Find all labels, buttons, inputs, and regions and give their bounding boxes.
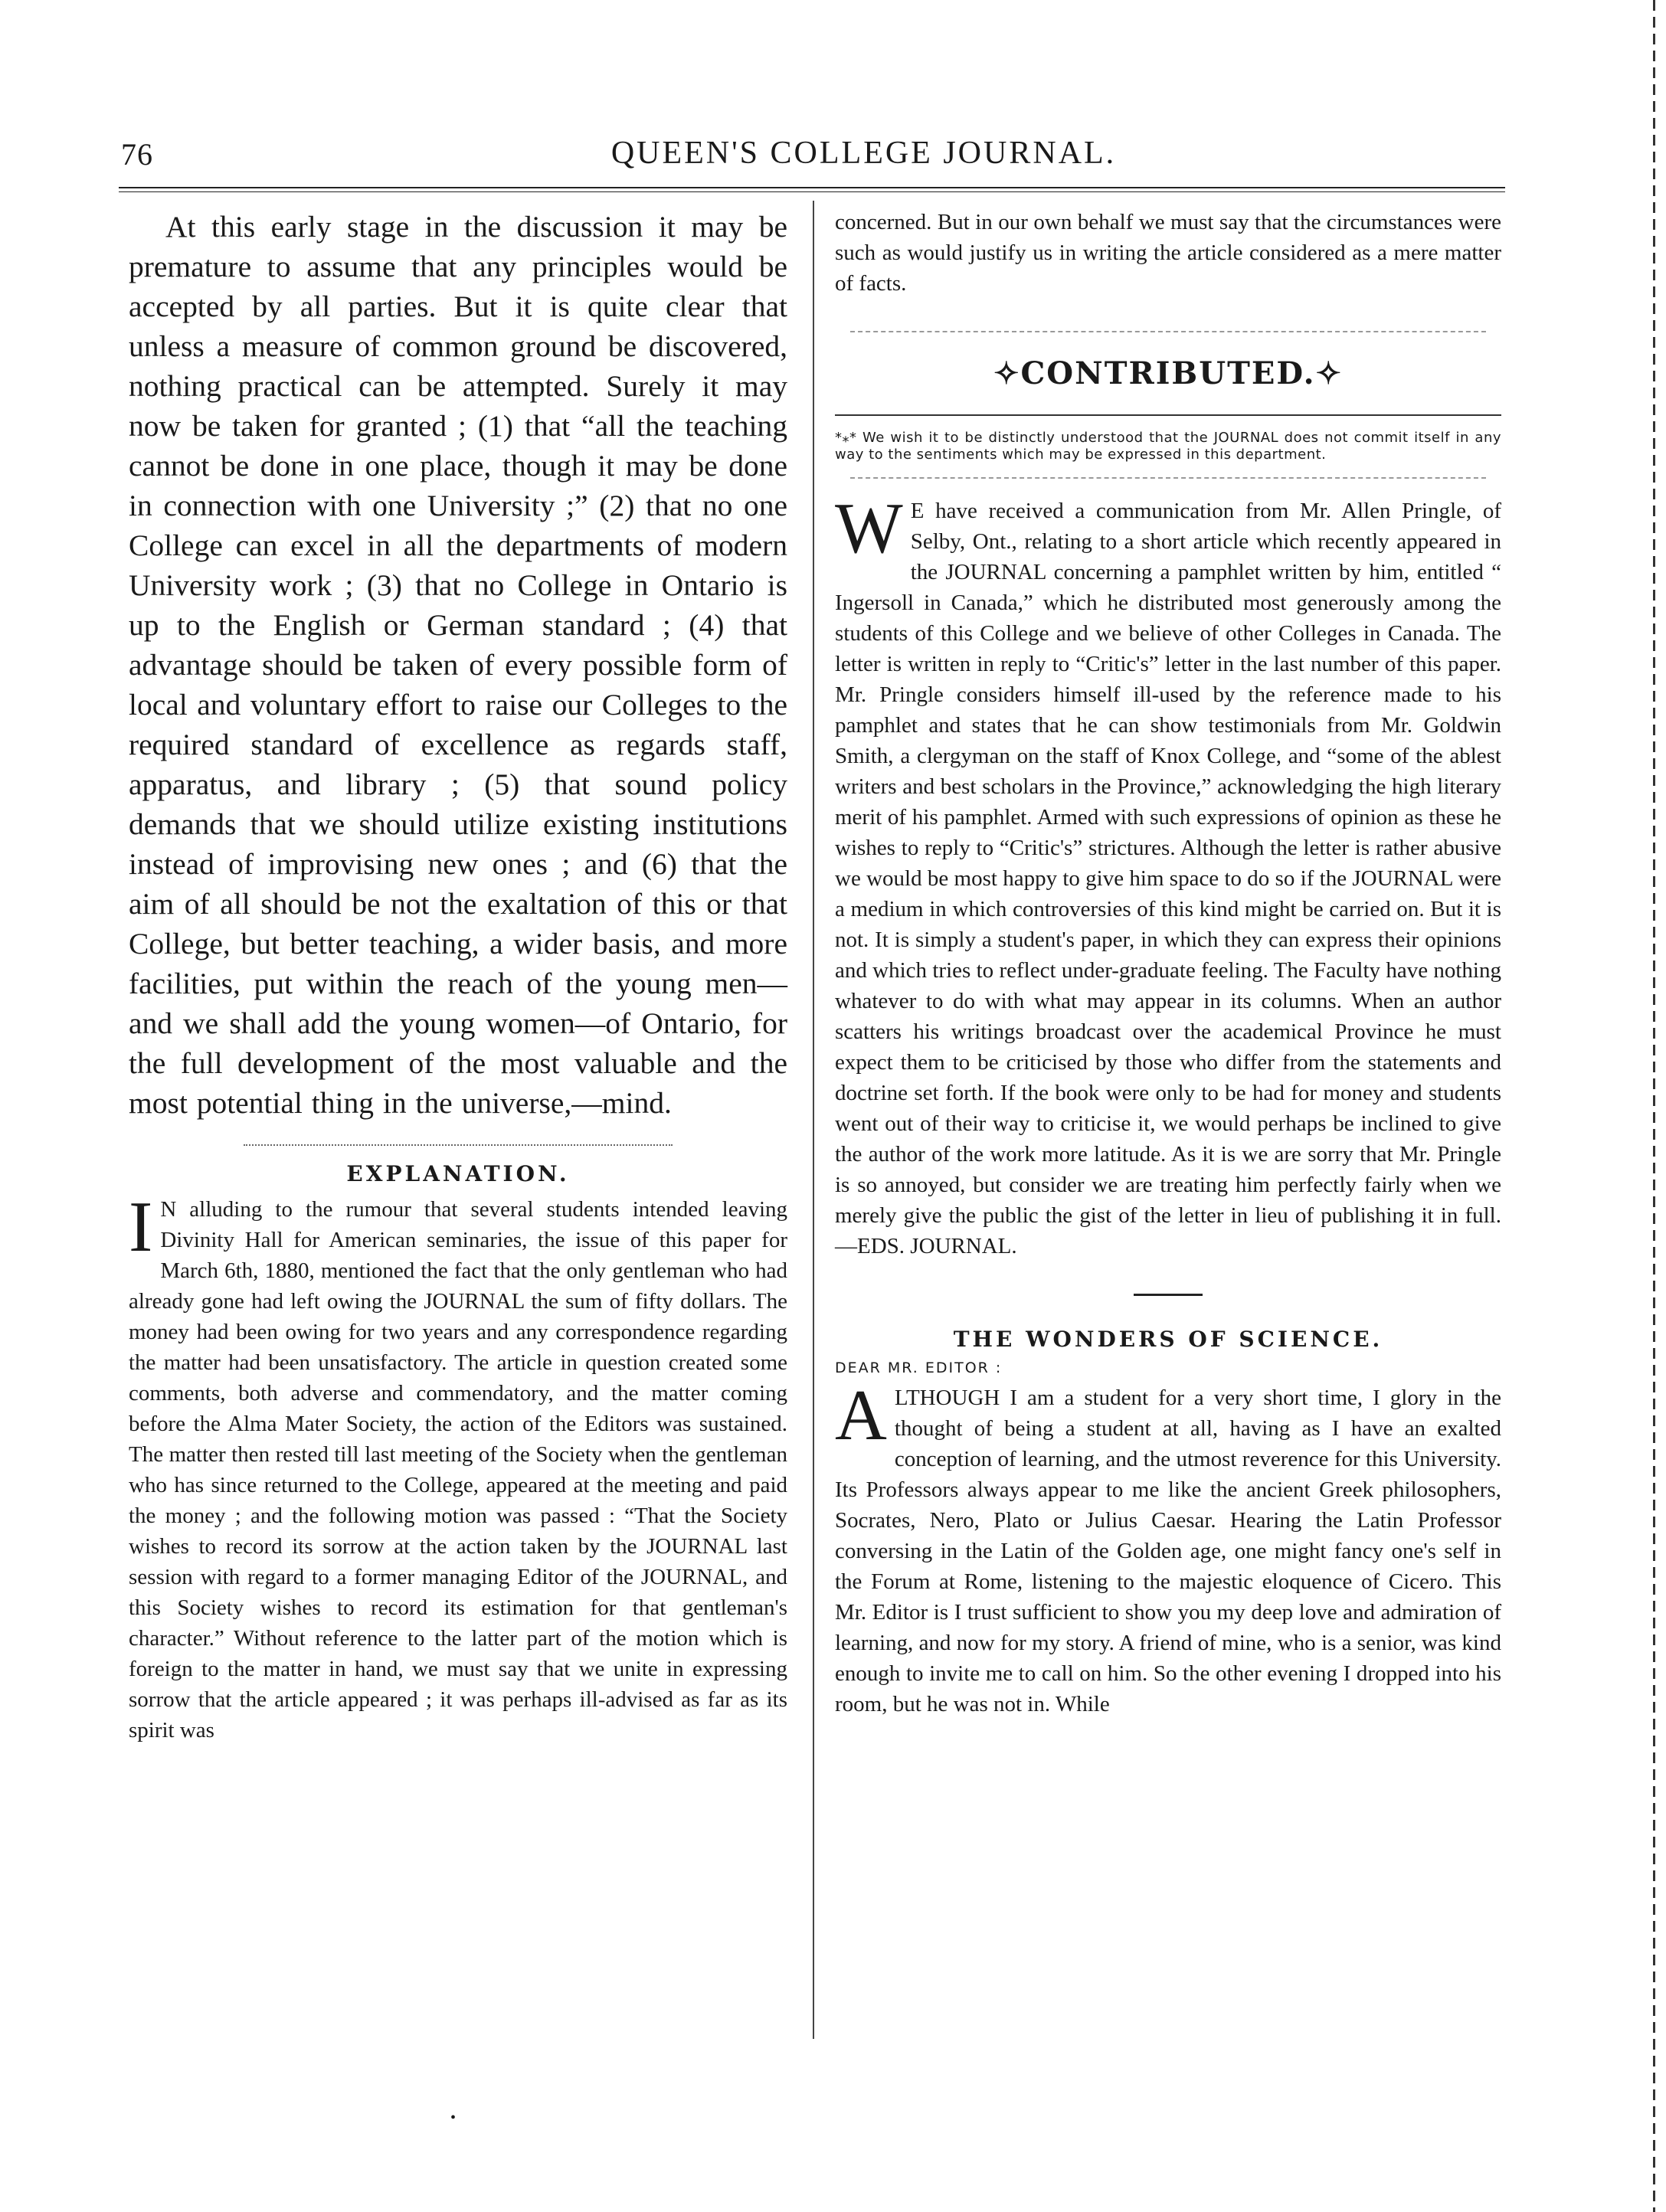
section-divider <box>1134 1294 1203 1296</box>
continued-paragraph: concerned. But in our own behalf we must say that the circumstances were such as would justify us in writing the article considered as a mere matter of facts. <box>835 210 1501 296</box>
journal-title: QUEEN'S COLLEGE JOURNAL. <box>610 136 1117 171</box>
dashed-divider <box>850 331 1486 332</box>
section-divider <box>244 1144 673 1146</box>
contributed-body <box>835 489 1501 1261</box>
contributed-section <box>835 331 1501 1261</box>
explanation-body <box>129 1187 787 1746</box>
wonders-text: LTHOUGH I am a student for a very short time, I glory in the thought of being a student at all, having as I have an exalted conception of learning, and the utmost reverence for this University. Its Professors always appear to me like the ancient Greek philosophers, Socrates, Nero, Plato or Julius Caesar. Hearing the Latin Professor conversing in the Latin of the Golden age, one might fancy one's self in the Forum at Rome, listening to the majestic eloquence of Cicero. This Mr. Editor is I trust sufficient to show you my deep love and admiration of learning, and now for my story. A friend of mine, who is a senior, was kind enough to invite me to call on him. So the other evening I dropped into his room, but he was not in. While <box>835 1386 1501 1716</box>
contributed-title: ✧CONTRIBUTED.✧ <box>993 355 1344 391</box>
header-rule-thin <box>119 191 1505 192</box>
right-column <box>835 207 1501 1720</box>
wonders-title: THE WONDERS OF SCIENCE. <box>953 1327 1383 1352</box>
header-rule <box>119 187 1505 188</box>
column-divider <box>813 201 814 2039</box>
explanation-title: EXPLANATION. <box>346 1161 570 1186</box>
dashed-divider <box>850 477 1486 479</box>
drop-cap: W <box>835 489 903 568</box>
scan-edge <box>1653 0 1655 2212</box>
salutation: DEAR MR. EDITOR : <box>835 1360 1003 1376</box>
drop-cap: I <box>129 1187 153 1267</box>
explanation-text: N alluding to the rumour that several students intended leaving Divinity Hall for American seminaries, the issue of this paper for March 6th, 1880, mentioned the fact that the only gentleman who had already gone had left owing the JOURNAL the sum of fifty dollars. The money had been owing for two years and any correspondence regarding the matter had been unsatisfactory. The article in question created some comments, both adverse and commendatory, and the matter coming before the Alma Mater Society, the action of the Editors was sustained. The matter then rested till last meeting of the Society when the gentleman who has since returned to the College, appeared at the meeting and paid the money ; and the following motion was passed : “That the Society wishes to record its sorrow at the action taken by the JOURNAL last session with regard to a former managing Editor of the JOURNAL, and this Society wishes to record its estimation for that gentleman's character.” Without reference to the latter part of the motion which is foreign to the matter in hand, we must say that we unite in expressing sorrow that the article appeared ; it was perhaps ill-advised as far as its spirit was <box>129 1197 787 1742</box>
left-column <box>129 207 787 1746</box>
page-number: 76 <box>121 137 153 172</box>
drop-cap: A <box>835 1376 887 1455</box>
contributed-text: E have received a communication from Mr. Allen Pringle, of Selby, Ont., relating to a short article which recently appeared in the JOURNAL concerning a pamphlet written by him, entitled “ Ingersoll in Canada,” which he distributed most generously among the students of this College and we believe of other Colleges in Canada. The letter is written in reply to “Critic's” letter in the last number of this paper. Mr. Pringle considers himself ill-used by the reference made to his pamphlet and states that he can show testimonials from Mr. Goldwin Smith, a clergyman on the staff of Knox College, and “some of the ablest writers and best scholars in the Province,” acknowledging the high literary merit of his pamphlet. Armed with such expressions of opinion as these he wishes to reply to “Critic's” strictures. Although the letter is rather abusive we would be most happy to give him space to do so if the JOURNAL were a medium in which controversies of this kind might be carried on. But it is not. It is simply a student's paper, in which they can express their opinions and which tries to reflect under-graduate feeling. The Faculty have nothing whatever to do with what may appear in its columns. When an author scatters his writings broadcast over the academical Province he must expect them to be criticised by those who differ from the statements and doctrine set forth. If the book were only to be had for money and students went out of their way to criticise it, we would perhaps be inclined to give the author of the work more latitude. As it is we are sorry that Mr. Pringle is so annoyed, but consider we are treating him perfectly fairly when we merely give the public the gist of the letter in lieu of publishing it in full.—EDS. JOURNAL. <box>835 499 1501 1258</box>
lead-paragraph: At this early stage in the discussion it may be premature to assume that any principles would be accepted by all parties. But it is quite clear that unless a measure of common ground be discovered, nothing practical can be attempted. Surely it may now be taken for granted ; (1) that “all the teaching cannot be done in one place, though it may be done in connection with one University ;” (2) that no one College can excel in all the departments of modern University work ; (3) that no College in Ontario is up to the English or German standard ; (4) that advantage should be taken of every possible form of local and voluntary effort to raise our Colleges to the required standard of excellence as regards staff, apparatus, and library ; (5) that sound policy demands that we should utilize existing institutions instead of improvising new ones ; and (6) that the aim of all should be not the exaltation of this or that College, but better teaching, a wider basis, and more facilities, put within the reach of the young men—and we shall add the young women—of Ontario, for the full development of the most valuable and the most potential thing in the universe,—mind. <box>129 210 787 1120</box>
ink-mark: • <box>450 2109 457 2126</box>
contributed-disclaimer: *⁎* We wish it to be distinctly understood that the JOURNAL does not commit itself in any way to the sentiments which may be expressed in this department. <box>835 430 1501 463</box>
contributed-rule <box>835 414 1501 416</box>
wonders-body <box>835 1376 1501 1720</box>
